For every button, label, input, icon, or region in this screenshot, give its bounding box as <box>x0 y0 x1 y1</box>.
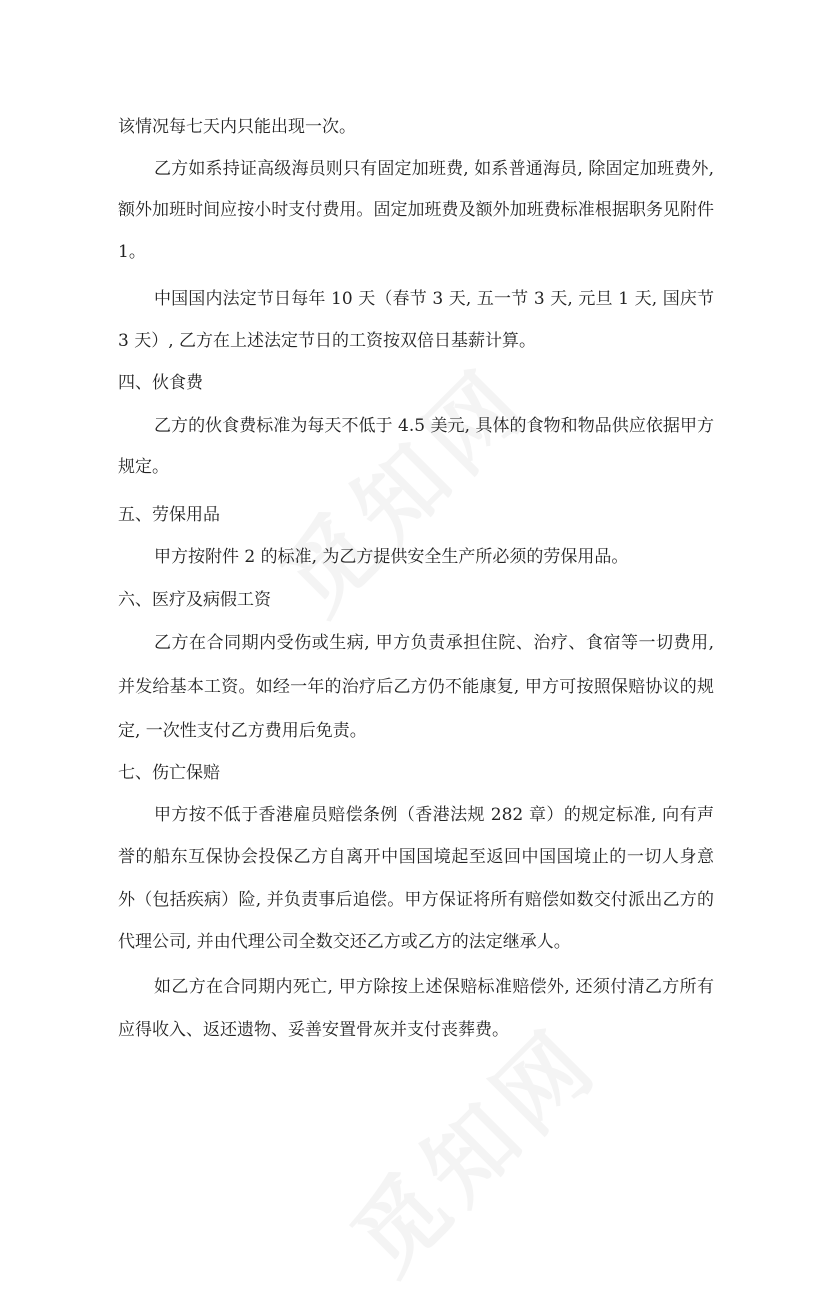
section-heading: 四、伙食费 <box>118 373 203 393</box>
section-heading: 七、伤亡保赔 <box>118 763 220 783</box>
paragraph-line: 3 天）, 乙方在上述法定节日的工资按双倍日基薪计算。 <box>118 331 537 351</box>
paragraph-line: 誉的船东互保协会投保乙方自离开中国国境起至返回中国国境止的一切人身意 <box>118 847 714 867</box>
paragraph-line: 定, 一次性支付乙方费用后免责。 <box>118 721 367 741</box>
paragraph-line: 外（包括疾病）险, 并负责事后追偿。甲方保证将所有赔偿如数交付派出乙方的 <box>118 890 714 910</box>
paragraph-line: 应得收入、返还遗物、妥善安置骨灰并支付丧葬费。 <box>118 1020 509 1040</box>
paragraph-line: 规定。 <box>118 457 169 477</box>
paragraph-line: 1。 <box>118 242 146 262</box>
paragraph-line: 该情况每七天内只能出现一次。 <box>118 117 356 137</box>
paragraph-line: 乙方的伙食费标准为每天不低于 4.5 美元, 具体的食物和物品供应依据甲方 <box>154 416 714 436</box>
section-heading: 五、劳保用品 <box>118 505 220 525</box>
paragraph-line: 乙方在合同期内受伤或生病, 甲方负责承担住院、治疗、食宿等一切费用, <box>154 633 714 653</box>
paragraph-line: 乙方如系持证高级海员则只有固定加班费, 如系普通海员, 除固定加班费外, <box>154 159 714 179</box>
paragraph-line: 并发给基本工资。如经一年的治疗后乙方仍不能康复, 甲方可按照保赔协议的规 <box>118 677 714 697</box>
paragraph-line: 如乙方在合同期内死亡, 甲方除按上述保赔标准赔偿外, 还须付清乙方所有 <box>154 977 714 997</box>
paragraph-line: 中国国内法定节日每年 10 天（春节 3 天, 五一节 3 天, 元旦 1 天, 国庆节 <box>154 289 714 309</box>
paragraph-line: 甲方按不低于香港雇员赔偿条例（香港法规 282 章）的规定标准, 向有声 <box>154 805 714 825</box>
paragraph-line: 甲方按附件 2 的标准, 为乙方提供安全生产所必须的劳保用品。 <box>154 547 629 567</box>
paragraph-line: 代理公司, 并由代理公司全数交还乙方或乙方的法定继承人。 <box>118 932 571 952</box>
paragraph-line: 额外加班时间应按小时支付费用。固定加班费及额外加班费标准根据职务见附件 <box>118 200 714 220</box>
section-heading: 六、医疗及病假工资 <box>118 590 271 610</box>
